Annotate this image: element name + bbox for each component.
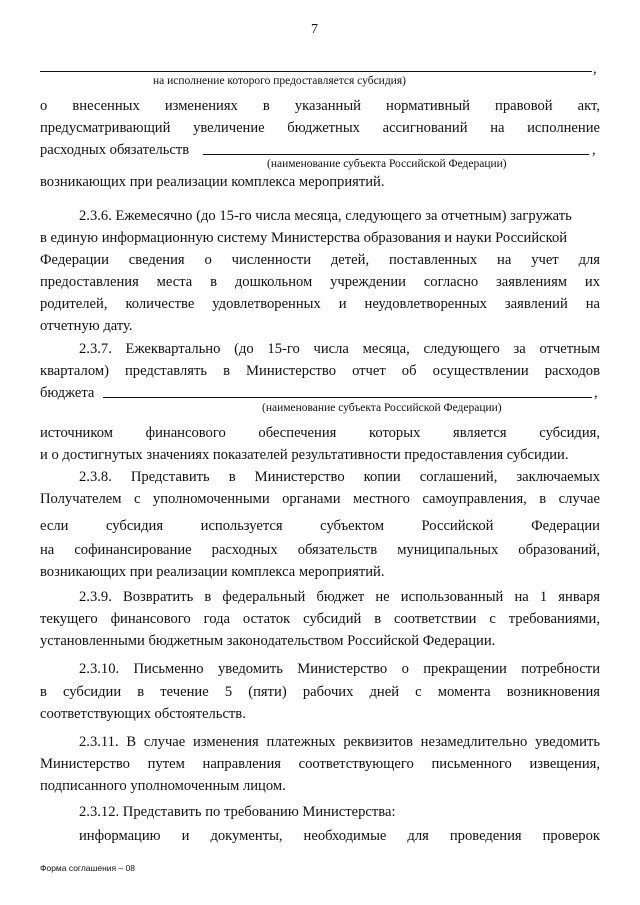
paragraph-start: 2.3.8. Представить в Министерство копии соглашений, заключаемых	[79, 469, 600, 485]
text-line: информацию и документы, необходимые для проведения проверок	[79, 828, 600, 844]
text-line: если субсидия используется субъектом Российской Федерации	[40, 518, 600, 534]
paragraph-start: 2.3.7. Ежеквартально (до 15-го числа месяца, следующего за отчетным	[79, 341, 600, 357]
fill-in-line	[203, 154, 589, 155]
text-line: возникающих при реализации комплекса мероприятий.	[40, 174, 385, 190]
paragraph-start: 2.3.9. Возвратить в федеральный бюджет не использованный на 1 января	[79, 589, 600, 605]
field-caption: на исполнение которого предоставляется субсидия)	[153, 75, 406, 87]
text-line: подписанного уполномоченным лицом.	[40, 778, 286, 794]
text-line: о внесенных изменениях в указанный нормативный правовой акт,	[40, 98, 600, 114]
page-number: 7	[311, 22, 318, 37]
text-line: установленными бюджетным законодательством Российской Федерации.	[40, 633, 496, 649]
footer-form-label: Форма соглашения – 08	[40, 863, 136, 873]
text-line: на софинансирование расходных обязательств муниципальных образований,	[40, 542, 600, 558]
text-line: Федерации сведения о численности детей, поставленных на учет для	[40, 252, 600, 268]
text-line: предоставления места в дошкольном учреждении согласно заявлениям их	[40, 274, 600, 290]
text-line: Получателем с уполномоченными органами местного самоуправления, в случае	[40, 491, 600, 507]
paragraph-start: 2.3.12. Представить по требованию Министерства:	[79, 804, 396, 820]
comma: ,	[593, 61, 597, 77]
text-line: Министерство путем направления соответствующего письменного извещения,	[40, 756, 600, 772]
fill-in-line	[103, 397, 592, 398]
paragraph-start: 2.3.11. В случае изменения платежных реквизитов незамедлительно уведомить	[79, 734, 600, 750]
text-line: отчетную дату.	[40, 318, 133, 334]
fill-in-line	[40, 71, 592, 72]
text-line: расходных обязательств	[40, 142, 190, 158]
field-caption: (наименование субъекта Российской Федерации)	[267, 158, 507, 170]
text-line: бюджета	[40, 385, 95, 401]
text-line: кварталом) представлять в Министерство отчет об осуществлении расходов	[40, 363, 600, 379]
comma: ,	[594, 385, 598, 401]
text-line: соответствующих обстоятельств.	[40, 706, 246, 722]
comma: ,	[592, 142, 596, 158]
text-line: в субсидии в течение 5 (пяти) рабочих дней с момента возникновения	[40, 684, 600, 700]
paragraph-start: 2.3.10. Письменно уведомить Министерство о прекращении потребности	[79, 661, 600, 677]
field-caption: (наименование субъекта Российской Федерации)	[262, 402, 502, 414]
text-line: текущего финансового года остаток субсидий в соответствии с требованиями,	[40, 611, 600, 627]
text-line: и о достигнутых значениях показателей результативности предоставления субсидии.	[40, 447, 569, 463]
text-line: родителей, количестве удовлетворенных и неудовлетворенных заявлений на	[40, 296, 600, 312]
text-line: возникающих при реализации комплекса мероприятий.	[40, 564, 385, 580]
text-line: источником финансового обеспечения которых является субсидия,	[40, 425, 600, 441]
paragraph-start: 2.3.6. Ежемесячно (до 15-го числа месяца, следующего за отчетным) загружать	[79, 208, 572, 224]
text-line: в единую информационную систему Министерства образования и науки Российской	[40, 230, 568, 246]
text-line: предусматривающий увеличение бюджетных ассигнований на исполнение	[40, 120, 600, 136]
